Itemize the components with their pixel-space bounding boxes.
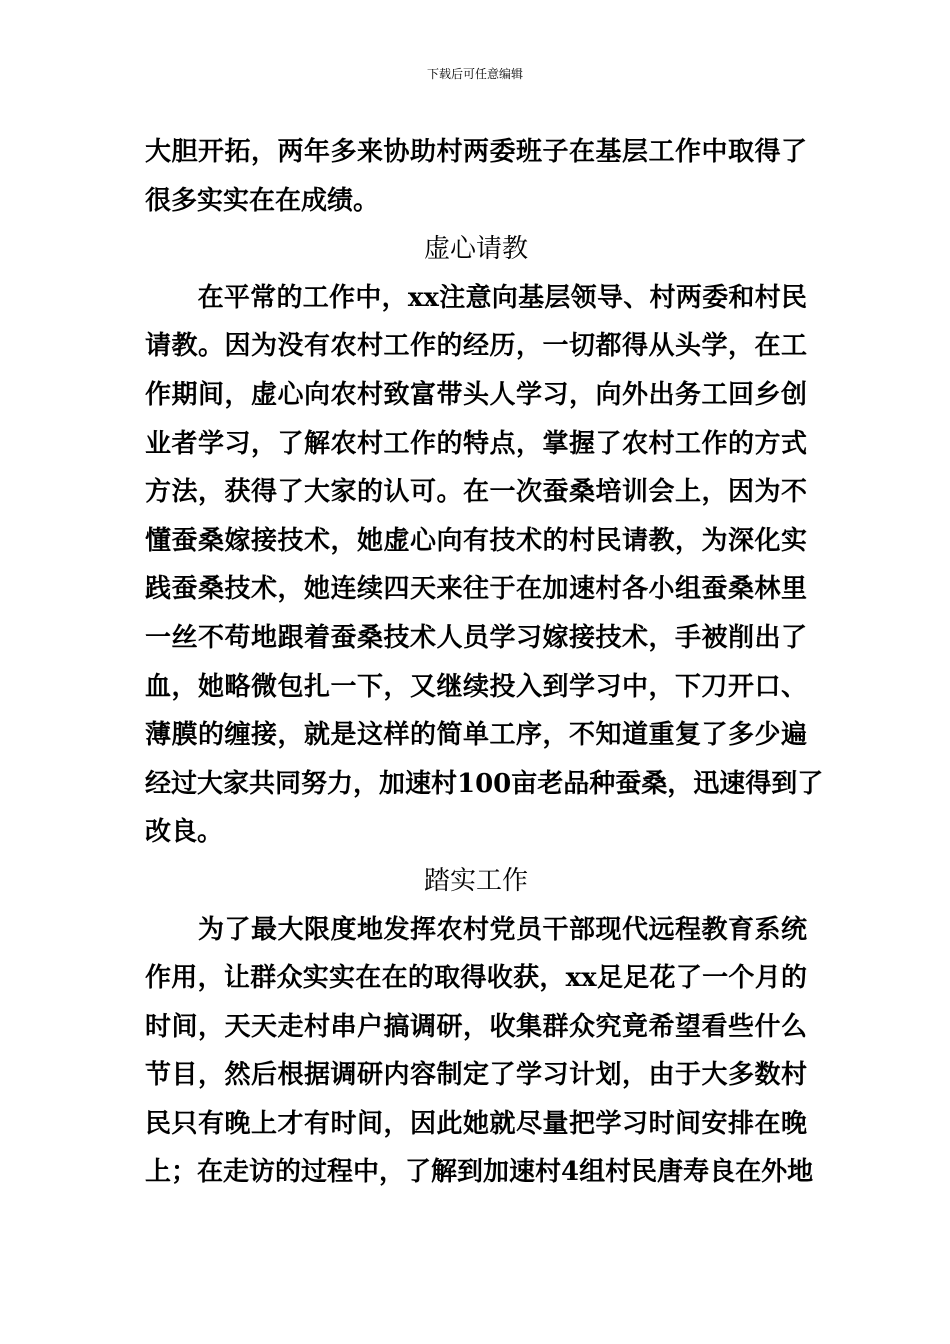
body-text xyxy=(145,128,824,1197)
paragraph-line: 节目，然后根据调研内容制定了学习计划，由于大多数村 xyxy=(145,1060,807,1091)
paragraph-line: 时间，天天走村串户搞调研，收集群众究竟希望看些什么 xyxy=(145,1011,807,1042)
paragraph-line: 作期间，虚心向农村致富带头人学习，向外出务工回乡创 xyxy=(145,379,807,410)
paragraph-line: 上；在走访的过程中，了解到加速村4组村民唐寿良在外地 xyxy=(145,1157,814,1188)
paragraph-line: 请教。因为没有农村工作的经历，一切都得从头学，在工 xyxy=(145,331,807,362)
paragraph-line: 作用，让群众实实在在的取得收获，xx足足花了一个月的 xyxy=(145,963,807,994)
section-heading: 踏实工作 xyxy=(423,865,528,896)
paragraph-line: 改良。 xyxy=(145,817,224,848)
paragraph-line: 践蚕桑技术，她连续四天来往于在加速村各小组蚕桑林里 xyxy=(145,574,807,605)
paragraph-line: 民只有晚上才有时间，因此她就尽量把学习时间安排在晚 xyxy=(145,1108,807,1139)
paragraph-line: 薄膜的缠接，就是这样的简单工序，不知道重复了多少遍 xyxy=(145,720,807,751)
paragraph-line: 业者学习，了解农村工作的特点，掌握了农村工作的方式 xyxy=(145,428,807,459)
paragraph-line: 经过大家共同努力，加速村100亩老品种蚕桑，迅速得到了 xyxy=(145,768,824,799)
page-header: 下载后可任意编辑 xyxy=(426,67,523,81)
paragraph-line: 很多实实在在成绩。 xyxy=(145,185,380,216)
paragraph-line: 为了最大限度地发挥农村党员干部现代远程教育系统 xyxy=(145,914,807,945)
paragraph-line: 在平常的工作中，xx注意向基层领导、村两委和村民 xyxy=(145,282,807,313)
paragraph-line: 懂蚕桑嫁接技术，她虚心向有技术的村民请教，为深化实 xyxy=(145,525,807,556)
paragraph-line: 方法，获得了大家的认可。在一次蚕桑培训会上，因为不 xyxy=(145,477,807,508)
paragraph-line: 血，她略微包扎一下，又继续投入到学习中，下刀开口、 xyxy=(145,671,807,702)
paragraph-line: 一丝不苟地跟着蚕桑技术人员学习嫁接技术，手被削出了 xyxy=(145,622,807,653)
section-heading: 虚心请教 xyxy=(423,234,528,265)
paragraph-line: 大胆开拓，两年多来协助村两委班子在基层工作中取得了 xyxy=(145,137,807,167)
